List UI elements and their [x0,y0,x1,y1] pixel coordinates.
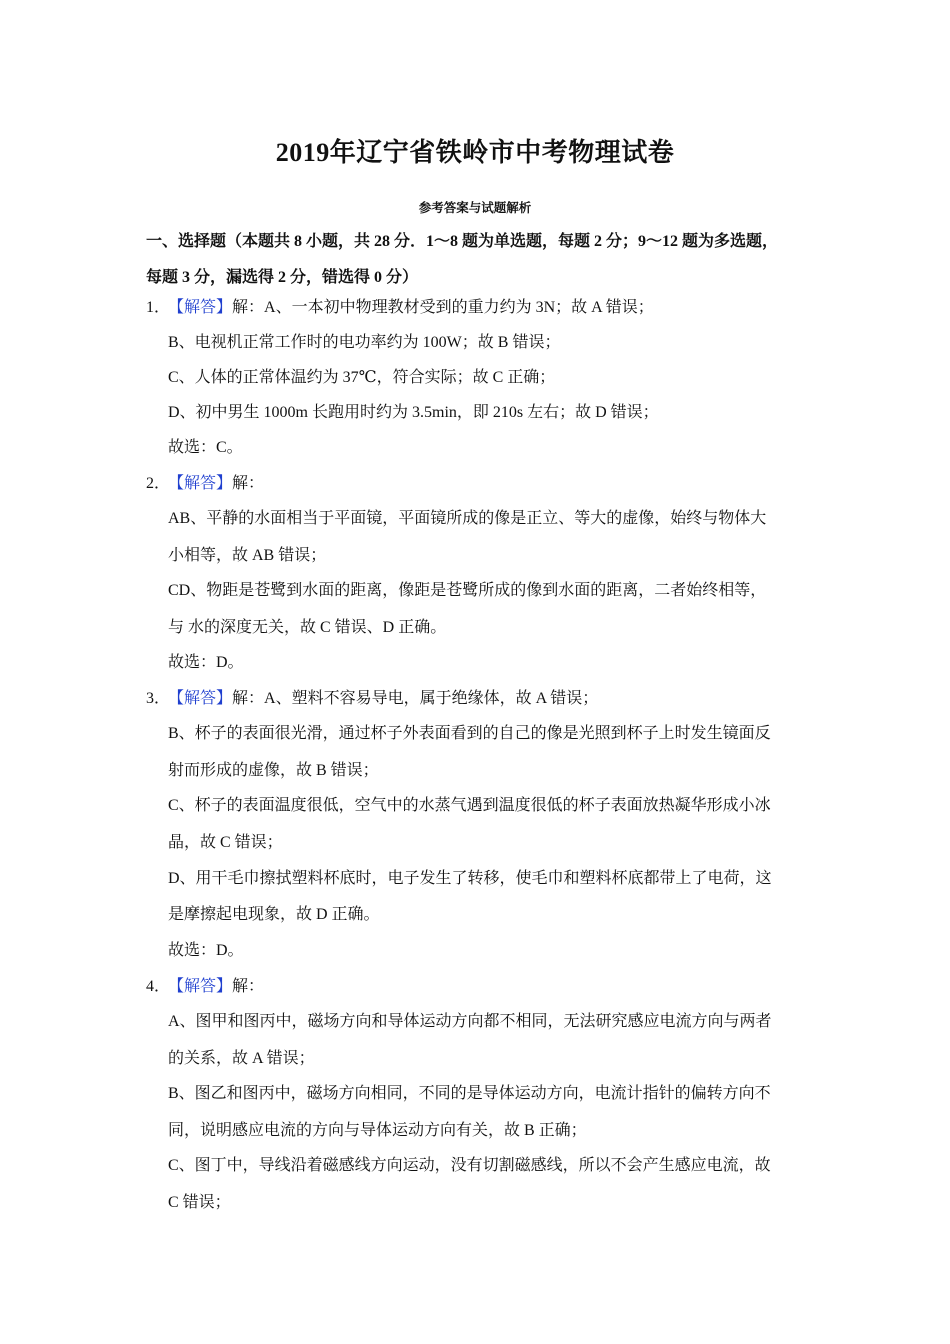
question-number: 2． [146,475,171,492]
answer-line: 故选：D。 [168,654,244,671]
answer-line: C 错误； [168,1194,231,1211]
answer-tag: 【解答】 [168,690,233,707]
answer-lead: 解： [232,475,265,492]
section-heading-line-1: 一、选择题（本题共 8 小题，共 28 分．1～8 题为单选题，每题 2 分；9～12 题为多选题， [146,233,779,250]
section-heading-line-2: 每题 3 分，漏选得 2 分，错选得 0 分） [146,269,419,286]
page-title: 2019年辽宁省铁岭市中考物理试卷 [275,138,675,167]
answer-lead: 解： [232,978,265,995]
answer-line: D、初中男生 1000m 长跑用时约为 3.5min，即 210s 左右；故 D 错误； [168,404,659,421]
answer-line: 射而形成的虚像，故 B 错误； [168,762,379,779]
answer-lead: 解：A、一本初中物理教材受到的重力约为 3N；故 A 错误； [232,299,654,316]
subtitle: 参考答案与试题解析 [418,201,532,215]
answer-line: B、电视机正常工作时的电功率约为 100W；故 B 错误； [168,334,561,351]
answer-line [168,473,264,495]
question-number: 1． [146,299,171,316]
answer-line: C、杯子的表面温度很低，空气中的水蒸气遇到温度很低的杯子表面放热凝华形成小冰 [168,797,771,814]
answer-line: B、图乙和图丙中，磁场方向相同，不同的是导体运动方向，电流计指针的偏转方向不 [168,1085,771,1102]
question-number: 4． [146,978,171,995]
answer-tag: 【解答】 [168,475,233,492]
answer-line: 同，说明感应电流的方向与导体运动方向有关，故 B 正确； [168,1122,587,1139]
answer-line: 晶，故 C 错误； [168,834,283,851]
answer-line: C、图丁中，导线沿着磁感线方向运动，没有切割磁感线，所以不会产生感应电流，故 [168,1157,771,1174]
answer-lead: 解：A、塑料不容易导电，属于绝缘体，故 A 错误； [232,690,599,707]
answer-line [168,976,264,998]
answer-tag: 【解答】 [168,978,233,995]
answer-line: CD、物距是苍鹭到水面的距离，像距是苍鹭所成的像到水面的距离，二者始终相等， [168,582,767,599]
answer-line: 故选：C。 [168,439,243,456]
answer-tag: 【解答】 [168,299,233,316]
answer-line: 小相等，故 AB 错误； [168,547,327,564]
answer-line: C、人体的正常体温约为 37℃，符合实际；故 C 正确； [168,369,556,386]
section-heading [146,224,810,296]
answer-line [168,688,598,710]
answer-line: A、图甲和图丙中，磁场方向和导体运动方向都不相同，无法研究感应电流方向与两者 [168,1013,772,1030]
answer-line: 与 水的深度无关，故 C 错误、D 正确。 [168,619,447,636]
answer-line: 故选：D。 [168,942,244,959]
answer-line: D、用干毛巾擦拭塑料杯底时，电子发生了转移，使毛巾和塑料杯底都带上了电荷，这 [168,870,772,887]
answer-line: 的关系，故 A 错误； [168,1050,315,1067]
answer-line: AB、平静的水面相当于平面镜，平面镜所成的像是正立、等大的虚像，始终与物体大 [168,510,767,527]
question-number: 3． [146,690,171,707]
answer-line [168,297,654,319]
answer-line: B、杯子的表面很光滑，通过杯子外表面看到的自己的像是光照到杯子上时发生镜面反 [168,725,771,742]
answer-line: 是摩擦起电现象，故 D 正确。 [168,906,380,923]
